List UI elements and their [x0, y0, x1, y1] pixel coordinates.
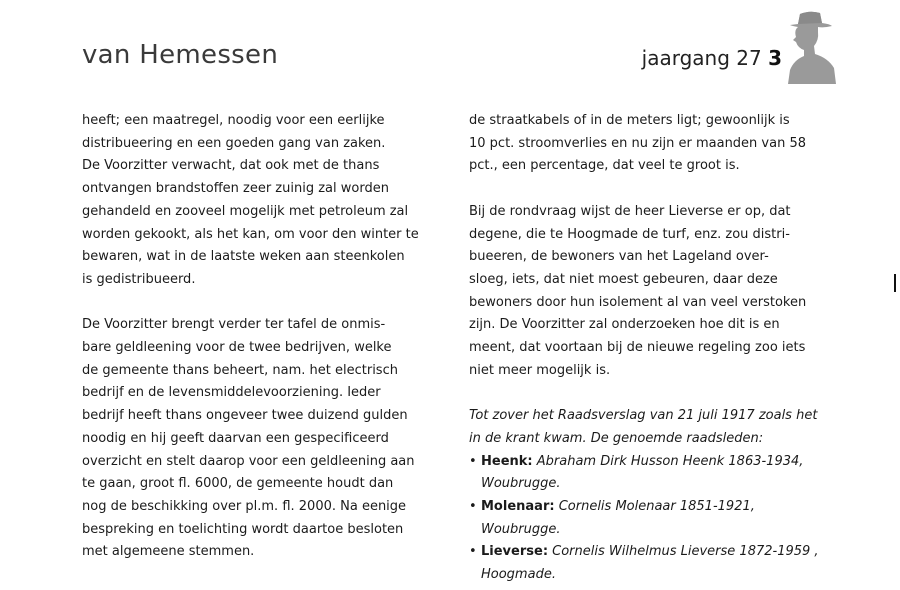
member-place: Hoogmade. [481, 567, 556, 583]
paragraph-gap [469, 382, 819, 405]
right-column [469, 110, 819, 587]
member-name: Heenk: [481, 453, 533, 469]
text-line: in de krant kwam. De genoemde raadsleden: [469, 430, 764, 446]
text-line: bewoners door hun isolement al van veel verstoken [469, 294, 807, 310]
text-line: pct., een percentage, dat veel te groot is. [469, 158, 740, 174]
issue-volume: jaargang 27 [641, 46, 762, 70]
bullet-icon: • [469, 498, 477, 514]
member-description: Abraham Dirk Husson Heenk 1863-1934, [536, 453, 804, 469]
left-column [82, 110, 432, 564]
page-number: 3 [768, 46, 782, 70]
member-description: Cornelis Wilhelmus Lieverse 1872-1959 , [552, 544, 819, 560]
member-item [469, 541, 819, 564]
text-line: de gemeente thans beheert, nam. het electrisch [82, 362, 398, 378]
text-line: bewaren, wat in de laatste weken aan steenkolen [82, 249, 405, 265]
man-with-hat-silhouette-icon [784, 10, 838, 84]
member-item [469, 496, 819, 519]
bullet-icon: • [469, 453, 477, 469]
issue-label [642, 46, 782, 70]
paragraph-gap [469, 178, 819, 201]
member-item [469, 451, 819, 474]
text-line: Tot zover het Raadsverslag van 21 juli 1917 zoals het [469, 408, 818, 424]
member-description: Cornelis Molenaar 1851-1921, [558, 498, 755, 514]
text-line: ontvangen brandstoffen zeer zuinig zal worden [82, 181, 389, 197]
text-line: bedrijf en de levensmiddelevoorziening. Ieder [82, 385, 381, 401]
paragraph-gap [82, 292, 432, 315]
text-line: bedrijf heeft thans ongeveer twee duizend gulden [82, 408, 408, 424]
text-line: met algemeene stemmen. [82, 544, 255, 560]
member-place: Woubrugge. [481, 476, 561, 492]
text-line: zijn. De Voorzitter zal onderzoeken hoe dit is en [469, 317, 780, 333]
text-line: distribueering en een goeden gang van zaken. [82, 135, 386, 151]
text-line: De Voorzitter verwacht, dat ook met de thans [82, 158, 380, 174]
text-line: heeft; een maatregel, noodig voor een eerlijke [82, 113, 385, 128]
bullet-icon: • [469, 544, 477, 560]
text-line: noodig en hij geeft daarvan een gespecificeerd [82, 430, 389, 446]
text-line: overzicht en stelt daarop voor een geldleening aan [82, 453, 415, 469]
text-line: is gedistribueerd. [82, 271, 196, 287]
text-line: de straatkabels of in de meters ligt; gewoonlijk is [469, 113, 790, 128]
text-line: bueeren, de bewoners van het Lageland over- [469, 249, 769, 265]
text-line: meent, dat voortaan bij de nieuwe regeling zoo iets [469, 340, 806, 356]
member-name: Lieverse: [481, 544, 549, 560]
page-title: van Hemessen [82, 40, 279, 70]
text-line: Bij de rondvraag wijst de heer Lieverse er op, dat [469, 203, 791, 219]
text-line: bare geldleening voor de twee bedrijven, welke [82, 340, 392, 356]
member-place: Woubrugge. [481, 521, 561, 537]
text-line: gehandeld en zooveel mogelijk met petroleum zal [82, 203, 409, 219]
text-line: te gaan, groot fl. 6000, de gemeente houdt dan [82, 476, 394, 492]
text-line: nog de beschikking over pl.m. fl. 2000. Na eenige [82, 498, 407, 514]
text-line: sloeg, iets, dat niet moest gebeuren, daar deze [469, 271, 778, 287]
text-cursor [894, 274, 896, 292]
text-line: worden gekookt, als het kan, om voor den winter te [82, 226, 419, 242]
text-line: degene, die te Hoogmade de turf, enz. zou distri- [469, 226, 790, 242]
text-line: niet meer mogelijk is. [469, 362, 611, 378]
text-line: De Voorzitter brengt verder ter tafel de onmis- [82, 317, 386, 333]
text-line: bespreking en toelichting wordt daartoe besloten [82, 521, 404, 537]
text-line: 10 pct. stroomverlies en nu zijn er maanden van 58 [469, 135, 807, 151]
member-name: Molenaar: [481, 498, 555, 514]
